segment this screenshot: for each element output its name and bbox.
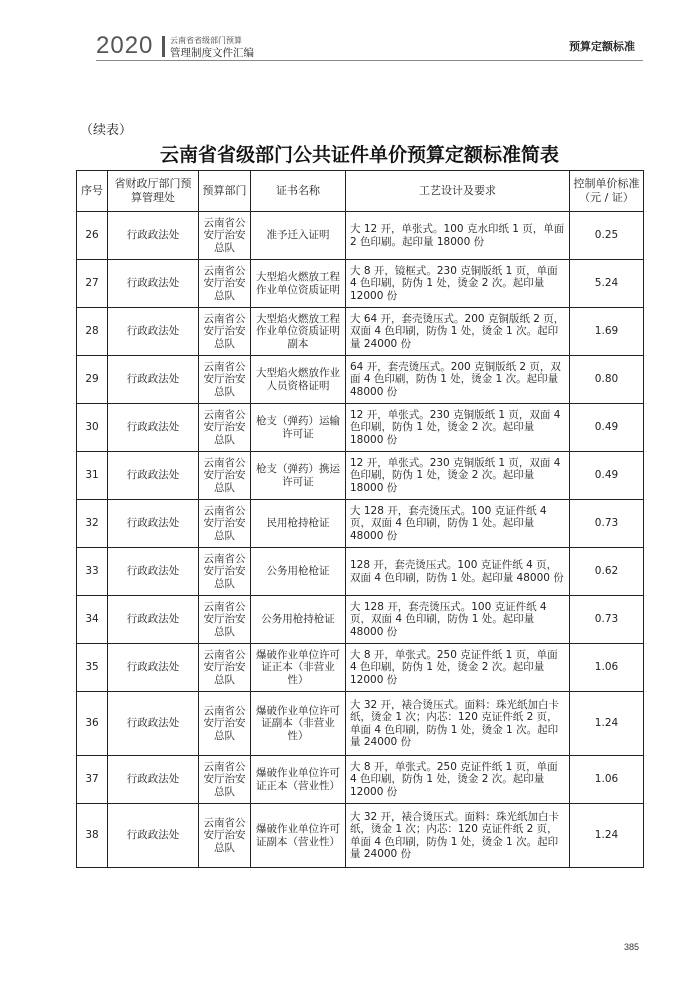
cell-cert-name: 枪支（弹药）运输许可证 — [251, 404, 346, 452]
cell-cert-name: 民用枪持枪证 — [251, 500, 346, 548]
cell-no: 27 — [77, 260, 108, 308]
header-subtitle-top: 云南省省级部门预算 — [170, 36, 242, 45]
cell-budget-dept: 云南省公安厅治安总队 — [199, 260, 251, 308]
cell-unit-price: 5.24 — [570, 260, 644, 308]
cell-no: 29 — [77, 356, 108, 404]
cell-finance-dept: 行政政法处 — [108, 308, 199, 356]
cell-finance-dept: 行政政法处 — [108, 644, 199, 692]
cell-finance-dept: 行政政法处 — [108, 596, 199, 644]
table-row — [77, 452, 644, 500]
cell-cert-name: 爆破作业单位许可证副本（非营业性） — [251, 692, 346, 756]
cell-no: 36 — [77, 692, 108, 756]
cell-unit-price: 0.49 — [570, 452, 644, 500]
cell-requirements: 128 开，套壳烫压式。100 克证件纸 4 页，双面 4 色印刷，防伪 1 处。起印量 48000 份 — [346, 548, 570, 596]
cell-unit-price: 0.73 — [570, 500, 644, 548]
cell-cert-name: 爆破作业单位许可证副本（营业性） — [251, 804, 346, 868]
cell-cert-name: 公务用枪枪证 — [251, 548, 346, 596]
cell-unit-price: 1.24 — [570, 692, 644, 756]
cell-budget-dept: 云南省公安厅治安总队 — [199, 404, 251, 452]
price-standard-table — [76, 170, 644, 868]
page-header — [0, 0, 699, 64]
cell-requirements: 大 128 开，套壳烫压式。100 克证件纸 4 页，双面 4 色印刷，防伪 1 处。起印量 48000 份 — [346, 500, 570, 548]
header-cell-budget-dept: 预算部门 — [199, 171, 251, 212]
cell-cert-name: 大型焰火燃放工程作业单位资质证明副本 — [251, 308, 346, 356]
cell-finance-dept: 行政政法处 — [108, 404, 199, 452]
cell-no: 35 — [77, 644, 108, 692]
table-header-row — [77, 171, 644, 212]
cell-requirements: 12 开，单张式。230 克铜版纸 1 页，双面 4 色印刷，防伪 1 处，烫金 2 次。起印量 18000 份 — [346, 404, 570, 452]
cell-unit-price: 0.25 — [570, 212, 644, 260]
cell-cert-name: 大型焰火燃放作业人员资格证明 — [251, 356, 346, 404]
header-cell-cert-name: 证书名称 — [251, 171, 346, 212]
cell-no: 34 — [77, 596, 108, 644]
cell-requirements: 大 8 开，镜框式。230 克铜版纸 1 页，单面 4 色印刷，防伪 1 处，烫金 2 次。起印量 12000 份 — [346, 260, 570, 308]
cell-requirements: 大 32 开，裱合烫压式。面料：珠光纸加白卡纸，烫金 1 次；内芯：120 克证件纸 2 页，单面 4 色印刷，防伪 1 处，烫金 1 次。起印量 24000 份 — [346, 804, 570, 868]
cell-finance-dept: 行政政法处 — [108, 260, 199, 308]
table-row — [77, 260, 644, 308]
header-cell-finance-dept: 省财政厅部门预算管理处 — [108, 171, 199, 212]
cell-finance-dept: 行政政法处 — [108, 452, 199, 500]
table-row — [77, 548, 644, 596]
cell-no: 37 — [77, 756, 108, 804]
cell-requirements: 12 开，单张式。230 克铜版纸 1 页，双面 4 色印刷，防伪 1 处，烫金 2 次。起印量 18000 份 — [346, 452, 570, 500]
page-number: 385 — [624, 942, 640, 952]
cell-finance-dept: 行政政法处 — [108, 500, 199, 548]
cell-no: 30 — [77, 404, 108, 452]
cell-no: 32 — [77, 500, 108, 548]
cell-requirements: 大 128 开，套壳烫压式。100 克证件纸 4 页，双面 4 色印刷，防伪 1 处。起印量 48000 份 — [346, 596, 570, 644]
table-row — [77, 756, 644, 804]
table-row — [77, 404, 644, 452]
cell-cert-name: 枪支（弹药）携运许可证 — [251, 452, 346, 500]
cell-requirements: 大 64 开，套壳烫压式。200 克铜版纸 2 页，双面 4 色印刷，防伪 1 处，烫金 1 次。起印量 24000 份 — [346, 308, 570, 356]
cell-finance-dept: 行政政法处 — [108, 356, 199, 404]
header-year: 2020 — [96, 32, 154, 59]
cell-cert-name: 准予迁入证明 — [251, 212, 346, 260]
cell-unit-price: 1.69 — [570, 308, 644, 356]
cell-requirements: 大 32 开，裱合烫压式。面料：珠光纸加白卡纸，烫金 1 次；内芯：120 克证件纸 2 页，单面 4 色印刷，防伪 1 处，烫金 1 次。起印量 24000 份 — [346, 692, 570, 756]
cell-budget-dept: 云南省公安厅治安总队 — [199, 356, 251, 404]
cell-unit-price: 0.80 — [570, 356, 644, 404]
cell-requirements: 64 开，套壳烫压式。200 克铜版纸 2 页，双面 4 色印刷，防伪 1 处，烫金 1 次。起印量 48000 份 — [346, 356, 570, 404]
header-divider — [162, 36, 165, 57]
cell-budget-dept: 云南省公安厅治安总队 — [199, 644, 251, 692]
cell-unit-price: 1.06 — [570, 644, 644, 692]
table-row — [77, 356, 644, 404]
header-cell-unit-price: 控制单价标准（元 / 证） — [570, 171, 644, 212]
cell-requirements: 大 12 开，单张式。100 克水印纸 1 页，单面 2 色印刷。起印量 18000 份 — [346, 212, 570, 260]
cell-finance-dept: 行政政法处 — [108, 692, 199, 756]
cell-finance-dept: 行政政法处 — [108, 804, 199, 868]
cell-no: 26 — [77, 212, 108, 260]
cell-budget-dept: 云南省公安厅治安总队 — [199, 804, 251, 868]
table-row — [77, 500, 644, 548]
table-row — [77, 692, 644, 756]
cell-cert-name: 公务用枪持枪证 — [251, 596, 346, 644]
cell-requirements: 大 8 开，单张式。250 克证件纸 1 页，单面 4 色印刷，防伪 1 处，烫金 2 次。起印量 12000 份 — [346, 756, 570, 804]
cell-no: 31 — [77, 452, 108, 500]
header-cell-requirements: 工艺设计及要求 — [346, 171, 570, 212]
cell-budget-dept: 云南省公安厅治安总队 — [199, 452, 251, 500]
cell-unit-price: 0.73 — [570, 596, 644, 644]
cell-no: 28 — [77, 308, 108, 356]
cell-unit-price: 0.49 — [570, 404, 644, 452]
table-title: 云南省省级部门公共证件单价预算定额标准简表 — [159, 144, 559, 166]
cell-budget-dept: 云南省公安厅治安总队 — [199, 500, 251, 548]
table-row — [77, 212, 644, 260]
continued-label: （续表） — [80, 123, 133, 138]
cell-budget-dept: 云南省公安厅治安总队 — [199, 692, 251, 756]
cell-unit-price: 1.24 — [570, 804, 644, 868]
table-row — [77, 804, 644, 868]
cell-budget-dept: 云南省公安厅治安总队 — [199, 548, 251, 596]
header-section-title: 预算定额标准 — [569, 40, 635, 53]
header-rule — [96, 60, 643, 61]
cell-finance-dept: 行政政法处 — [108, 212, 199, 260]
header-cell-no: 序号 — [77, 171, 108, 212]
cell-unit-price: 1.06 — [570, 756, 644, 804]
table-row — [77, 596, 644, 644]
cell-no: 38 — [77, 804, 108, 868]
cell-finance-dept: 行政政法处 — [108, 548, 199, 596]
cell-budget-dept: 云南省公安厅治安总队 — [199, 596, 251, 644]
cell-budget-dept: 云南省公安厅治安总队 — [199, 756, 251, 804]
cell-budget-dept: 云南省公安厅治安总队 — [199, 308, 251, 356]
cell-requirements: 大 8 开，单张式。250 克证件纸 1 页，单面 4 色印刷，防伪 1 处，烫金 2 次。起印量 12000 份 — [346, 644, 570, 692]
cell-cert-name: 爆破作业单位许可证正本（非营业性） — [251, 644, 346, 692]
cell-no: 33 — [77, 548, 108, 596]
cell-budget-dept: 云南省公安厅治安总队 — [199, 212, 251, 260]
cell-finance-dept: 行政政法处 — [108, 756, 199, 804]
cell-cert-name: 大型焰火燃放工程作业单位资质证明 — [251, 260, 346, 308]
header-subtitle-bottom: 管理制度文件汇编 — [170, 47, 254, 59]
cell-cert-name: 爆破作业单位许可证正本（营业性） — [251, 756, 346, 804]
table-row — [77, 308, 644, 356]
cell-unit-price: 0.62 — [570, 548, 644, 596]
table-row — [77, 644, 644, 692]
